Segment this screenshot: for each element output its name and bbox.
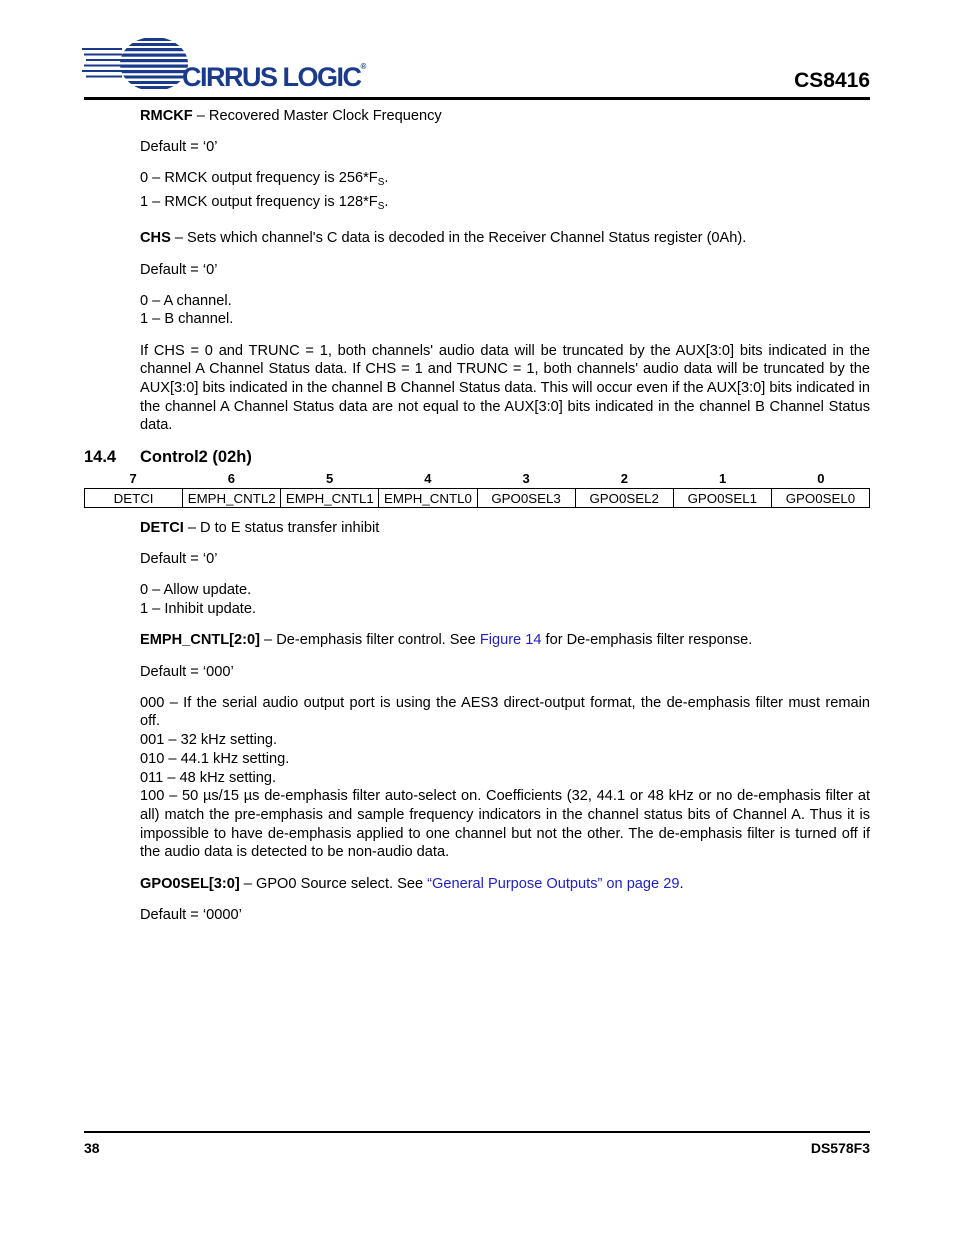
emph-option-010: 010 – 44.1 kHz setting.	[140, 750, 290, 767]
chs-option-0: 0 – A channel.	[140, 292, 232, 309]
rmckf-option-1: 1 – RMCK output frequency is $128*F_S$.	[140, 194, 389, 213]
bit-number: 5	[326, 471, 334, 486]
bit-field-cell: EMPH_CNTL2	[183, 489, 281, 508]
emph-heading: EMPH_CNTL[2:0] – De-emphasis filter control. See Figure 14 for De-emphasis filter response.	[140, 632, 753, 649]
bit-number: 7	[129, 471, 137, 486]
chs-note: If CHS = 0 and TRUNC = 1, both channels' audio data will be truncated by the AUX[3:0] bits indicated in the channel A Channel Status data. If CHS = 1 and TRUNC = 1, both channels' audio data will be truncated by the AUX[3:0] bits indicated in the channel B Channel Status data. This will occur even if the AUX[3:0] bits indicated in the channel A Channel Status data are not equal to the AUX[3:0] bits indicated in the channel B Channel Status data.	[140, 342, 870, 434]
chs-option-1: 1 – B channel.	[140, 311, 234, 328]
gpo0sel-heading: GPO0SEL[3:0] – GPO0 Source select. See “General Purpose Outputs” on page 29.	[140, 875, 684, 892]
bit-number: 3	[522, 471, 530, 486]
chs-heading	[140, 229, 870, 248]
table-row	[85, 489, 870, 508]
document-id: DS578F3	[810, 1140, 870, 1156]
rmckf-option-0: 0 – RMCK output frequency is $256*F_S$.	[140, 170, 389, 189]
bit-number: 0	[817, 471, 825, 486]
bit-field-cell: GPO0SEL3	[477, 489, 575, 508]
logo-swoosh-icon	[82, 34, 192, 96]
logo-text: CIRRUS LOGIC	[182, 62, 361, 92]
chs-desc: – Sets which channel's C data is decoded in the Receiver Channel Status register (0Ah).	[170, 230, 747, 247]
chs-default: Default = ‘0’	[140, 261, 218, 278]
emph-option-100: 100 – 50 µs/15 µs de-emphasis filter auto-select on. Coefficients (32, 44.1 or 48 kHz or no de-emphasis filter at all) match the pre-emphasis and sample frequency indicators in the channel status bits of Channel A. Thus it is impossible to have de-emphasis applied to one channel but not the other. The de-emphasis filter is turned off if the audio data is detected to be non-audio data.	[140, 788, 870, 861]
register-description-top	[140, 107, 870, 435]
rmckf-name: RMCKF	[140, 108, 193, 124]
rmckf-heading	[140, 107, 870, 126]
emph-default: Default = ‘000’	[140, 663, 234, 680]
bit-number: 6	[227, 471, 235, 486]
bit-field-cell: GPO0SEL0	[771, 489, 869, 508]
detci-option-1: 1 – Inhibit update.	[140, 601, 257, 618]
section-title: Control2 (02h)	[140, 448, 252, 466]
bit-field-cell: GPO0SEL1	[673, 489, 771, 508]
bit-number: 1	[719, 471, 727, 486]
bit-field-cell: EMPH_CNTL1	[281, 489, 379, 508]
register-bit-table	[84, 488, 870, 508]
section-heading	[84, 448, 252, 467]
chs-name: CHS	[140, 230, 171, 247]
detci-option-0: 0 – Allow update.	[140, 582, 252, 599]
general-purpose-outputs-link[interactable]: “General Purpose Outputs” on page 29	[427, 875, 680, 892]
register-description-bottom	[140, 519, 870, 924]
bit-number-row	[84, 471, 870, 486]
page-number: 38	[84, 1140, 100, 1156]
figure-14-link[interactable]: Figure 14	[479, 632, 542, 649]
footer-rule	[84, 1131, 870, 1133]
cirrus-logic-logo	[82, 34, 365, 96]
bit-number: 2	[620, 471, 628, 486]
registered-mark: ®	[360, 62, 365, 71]
gpo0sel-name: GPO0SEL[3:0]	[140, 875, 240, 892]
detci-default: Default = ‘0’	[140, 551, 218, 568]
bit-number: 4	[424, 471, 432, 486]
emph-name: EMPH_CNTL[2:0]	[140, 632, 260, 649]
part-number: CS8416	[794, 69, 870, 92]
detci-heading	[140, 519, 870, 538]
emph-option-000: 000 – If the serial audio output port is using the AES3 direct-output format, the de-emphasis filter must remain off.	[140, 694, 870, 730]
bit-field-cell: GPO0SEL2	[575, 489, 673, 508]
header-rule	[84, 97, 870, 100]
gpo0sel-default: Default = ‘0000’	[140, 906, 242, 923]
emph-option-011: 011 – 48 kHz setting.	[140, 769, 277, 786]
rmckf-default: Default = ‘0’	[140, 139, 218, 156]
section-number: 14.4	[84, 448, 117, 466]
emph-option-001: 001 – 32 kHz setting.	[140, 732, 278, 749]
detci-name: DETCI	[140, 520, 184, 536]
bit-field-cell: DETCI	[85, 489, 183, 508]
detci-desc: – D to E status transfer inhibit	[183, 520, 380, 536]
bit-field-cell: EMPH_CNTL0	[379, 489, 477, 508]
rmckf-desc: – Recovered Master Clock Frequency	[192, 108, 442, 124]
